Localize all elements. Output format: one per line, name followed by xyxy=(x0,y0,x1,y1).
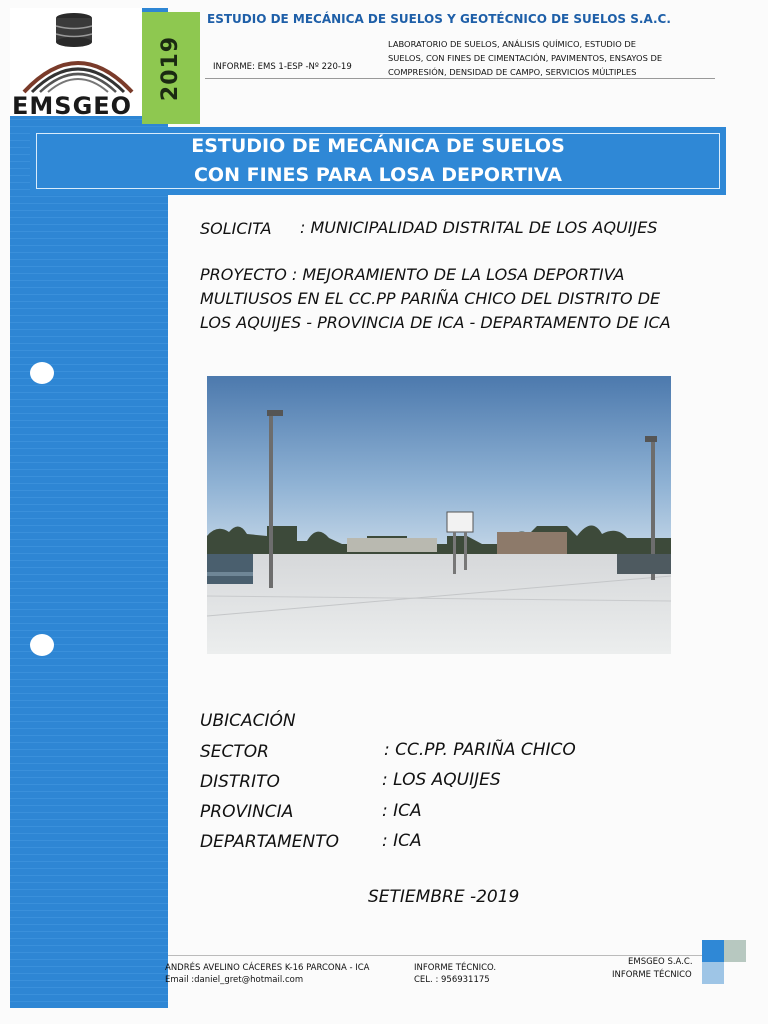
binder-hole-top xyxy=(30,362,54,384)
distrito-value: : LOS AQUIJES xyxy=(382,770,501,790)
footer-report-label: INFORME TÉCNICO xyxy=(612,970,692,980)
sector-value: : CC.PP. PARIÑA CHICO xyxy=(384,740,576,760)
corner-square-blue xyxy=(702,940,724,962)
provincia-value: : ICA xyxy=(382,801,422,821)
company-name: ESTUDIO DE MECÁNICA DE SUELOS Y GEOTÉCNICO DE SUELOS S.A.C. xyxy=(207,12,671,26)
title-line-2: CON FINES PARA LOSA DEPORTIVA xyxy=(193,164,562,186)
sector-label: SECTOR xyxy=(200,742,269,762)
corner-square-grey xyxy=(724,940,746,962)
header-divider xyxy=(205,78,715,79)
company-logo xyxy=(10,8,142,120)
title-line-1: ESTUDIO DE MECÁNICA DE SUELOS xyxy=(191,135,565,157)
binder-hole-bottom xyxy=(30,634,54,656)
year-text: 2019 xyxy=(158,35,184,101)
services-description: LABORATORIO DE SUELOS, ANÁLISIS QUÍMICO, ESTUDIO DE SUELOS, CON FINES DE CIMENTACIÓN, PAVIMENTOS, ENSAYOS DE COMPRESIÓN, DENSIDAD DE CAMPO, SERVICIOS MÚLTIPLES xyxy=(388,39,663,77)
distrito-label: DISTRITO xyxy=(200,772,280,792)
departamento-label: DEPARTAMENTO xyxy=(200,832,340,852)
footer-cel: CEL. : 956931175 xyxy=(414,975,490,985)
footer-company: EMSGEO S.A.C. xyxy=(628,957,693,967)
provincia-label: PROVINCIA xyxy=(200,802,294,822)
solicita-value: : MUNICIPALIDAD DISTRITAL DE LOS AQUIJES xyxy=(300,218,658,237)
footer-informe-tecnico: INFORME TÉCNICO. xyxy=(414,963,497,973)
footer-email: Email :daniel_gret@hotmail.com xyxy=(165,975,304,985)
ubicacion-heading: UBICACIÓN xyxy=(200,711,296,731)
corner-square-light xyxy=(702,962,724,984)
sports-slab-photo xyxy=(207,376,671,654)
footer-divider xyxy=(168,955,708,956)
logo-text: EMSGEO xyxy=(12,92,133,120)
solicita-label: SOLICITA xyxy=(200,219,272,238)
year-badge xyxy=(142,12,200,124)
informe-code: INFORME: EMS 1-ESP -Nº 220-19 xyxy=(213,62,352,72)
departamento-value: : ICA xyxy=(382,831,422,851)
proyecto-line-1: PROYECTO : MEJORAMIENTO DE LA LOSA DEPORTIVA xyxy=(200,265,625,284)
proyecto-line-2: MULTIUSOS EN EL CC.PP PARIÑA CHICO DEL DISTRITO DE xyxy=(200,289,661,308)
proyecto-line-3: LOS AQUIJES - PROVINCIA DE ICA - DEPARTAMENTO DE ICA xyxy=(200,313,671,332)
arc-emblem-icon xyxy=(18,40,138,94)
title-banner xyxy=(30,127,726,195)
footer-address: ANDRÉS AVELINO CÁCERES K-16 PARCONA - ICA xyxy=(165,963,370,973)
date-text: SETIEMBRE -2019 xyxy=(368,887,520,907)
